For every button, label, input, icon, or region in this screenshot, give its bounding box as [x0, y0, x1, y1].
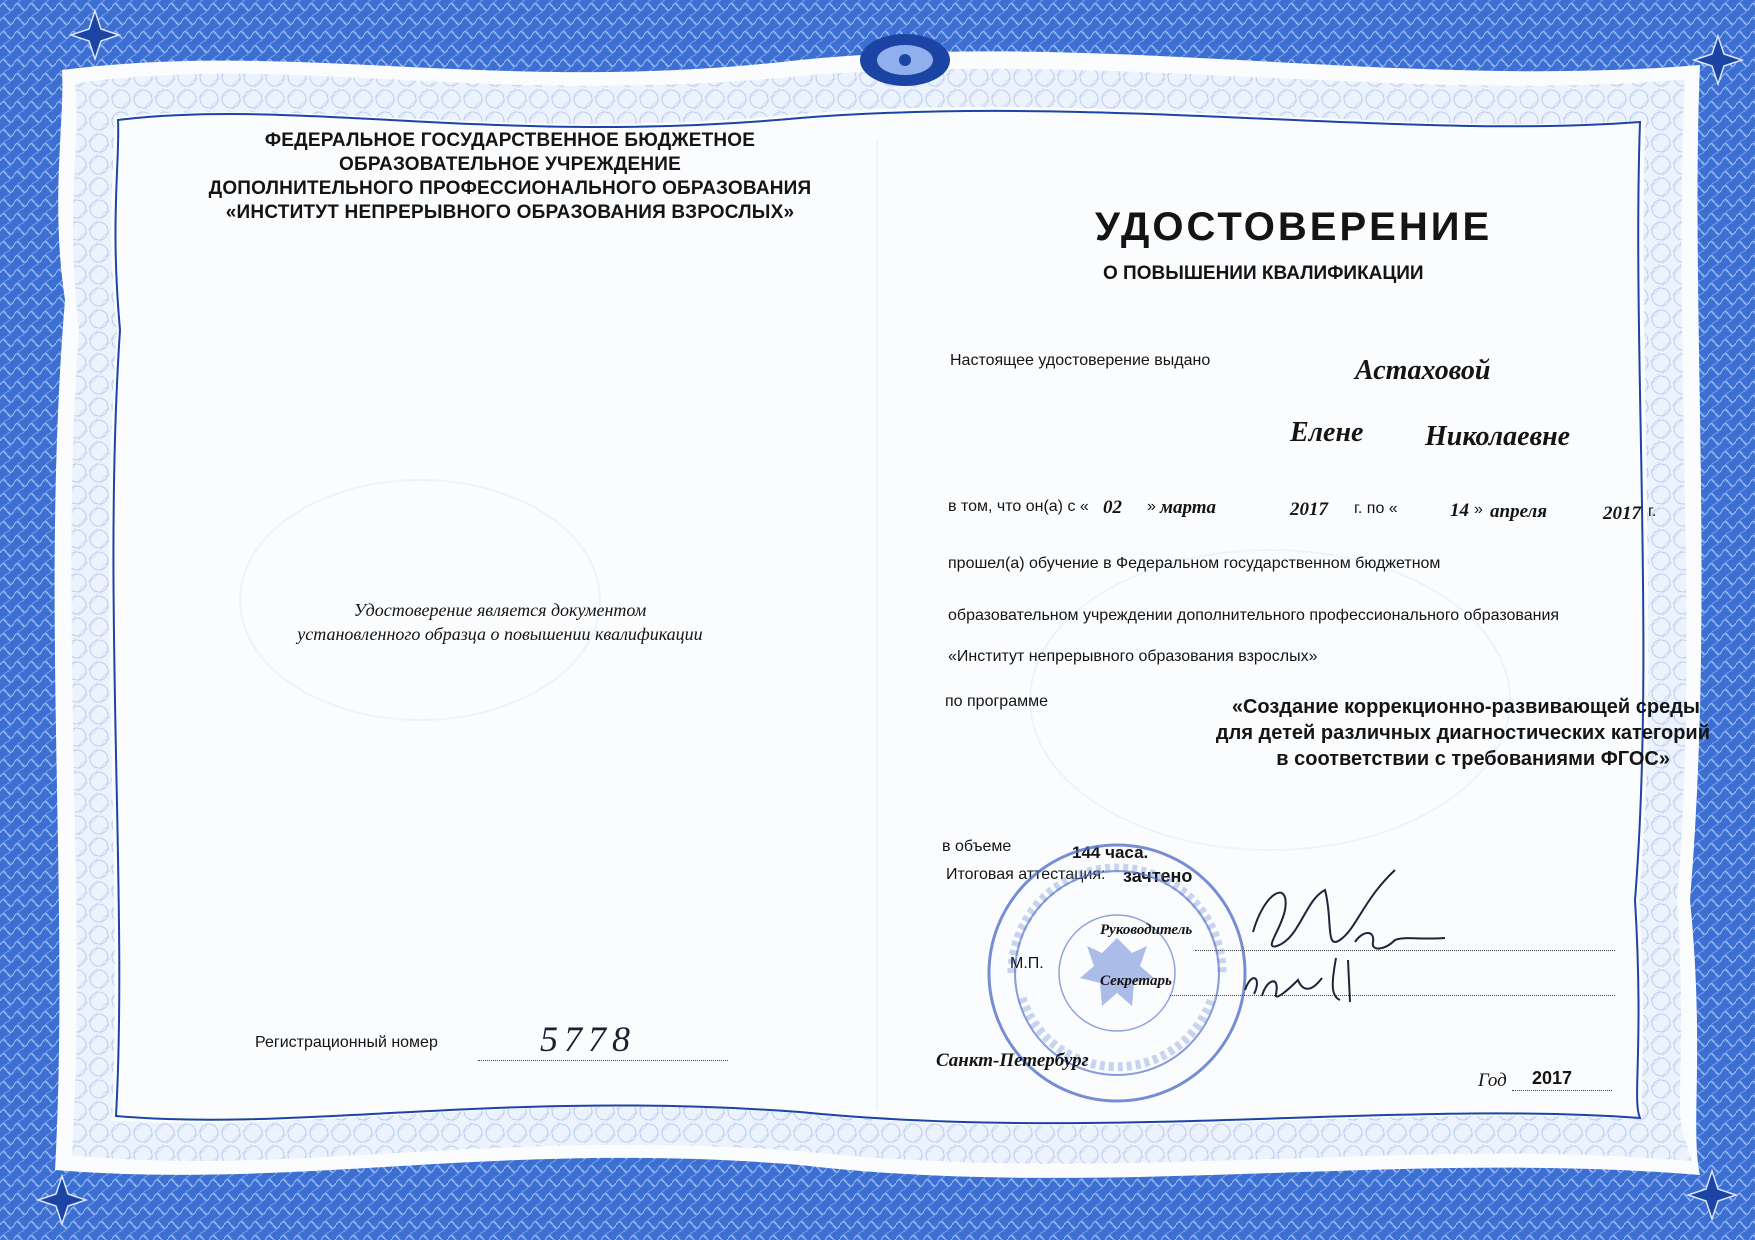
registration-underline	[478, 1060, 728, 1061]
period-prefix: в том, что он(а) с «	[948, 498, 1089, 515]
volume-label: в объеме	[942, 838, 1012, 855]
period-end-month: апреля	[1490, 501, 1548, 522]
period-mid-2: г. по «	[1354, 500, 1398, 517]
recipient-surname: Астаховой	[1355, 355, 1491, 386]
training-line-1: прошел(а) обучение в Федеральном государственном бюджетном	[948, 555, 1441, 572]
period-mid-3: »	[1474, 501, 1483, 518]
program-line-2: для детей различных диагностических категорий	[1215, 722, 1710, 744]
note-line-2: установленного образца о повышении квалификации	[297, 624, 703, 644]
institution-line-4: «ИНСТИТУТ НЕПРЕРЫВНОГО ОБРАЗОВАНИЯ ВЗРОСЛЫХ»	[225, 202, 795, 223]
secretary-signature	[1240, 950, 1370, 1010]
period-suffix: г.	[1648, 503, 1657, 520]
city: Санкт-Петербург	[936, 1050, 1089, 1071]
secretary-label: Секретарь	[1100, 973, 1172, 989]
period-start-month: марта	[1160, 497, 1217, 518]
year-value: 2017	[1532, 1068, 1573, 1088]
year-underline	[1512, 1090, 1612, 1091]
attestation-label: Итоговая аттестация:	[946, 866, 1106, 883]
institution-line-1: ФЕДЕРАЛЬНОЕ ГОСУДАРСТВЕННОЕ БЮДЖЕТНОЕ	[264, 130, 756, 151]
program-line-1: «Создание коррекционно-развивающей среды	[1231, 696, 1700, 718]
program-label: по программе	[945, 693, 1048, 710]
period-end-day: 14	[1450, 500, 1469, 521]
volume-value: 144 часа.	[1072, 843, 1149, 862]
institution-line-3: ДОПОЛНИТЕЛЬНОГО ПРОФЕССИОНАЛЬНОГО ОБРАЗОВАНИЯ	[208, 178, 812, 199]
training-line-2: образовательном учреждении дополнительного профессионального образования	[948, 607, 1560, 624]
issued-label: Настоящее удостоверение выдано	[950, 352, 1211, 369]
year-label: Год	[1478, 1070, 1507, 1091]
program-line-3: в соответствии с требованиями ФГОС»	[1276, 748, 1670, 770]
period-start-year: 2017	[1290, 499, 1328, 520]
training-line-3: «Институт непрерывного образования взрослых»	[948, 648, 1318, 665]
certificate-subtitle: О ПОВЫШЕНИИ КВАЛИФИКАЦИИ	[1103, 263, 1424, 284]
registration-label: Регистрационный номер	[255, 1034, 438, 1051]
period-end-year: 2017	[1603, 503, 1641, 524]
head-label: Руководитель	[1100, 922, 1193, 938]
institution-line-2: ОБРАЗОВАТЕЛЬНОЕ УЧРЕЖДЕНИЕ	[338, 154, 681, 175]
recipient-patronymic: Николаевне	[1425, 421, 1571, 452]
certificate-title: УДОСТОВЕРЕНИЕ	[1095, 205, 1493, 249]
registration-number: 5778	[540, 1019, 636, 1059]
attestation-value: зачтено	[1123, 866, 1193, 886]
seal-label: М.П.	[1010, 955, 1044, 972]
secretary-underline	[1170, 995, 1615, 996]
note-line-1: Удостоверение является документом	[353, 600, 647, 620]
period-start-day: 02	[1103, 497, 1122, 518]
period-mid-1: »	[1147, 498, 1156, 515]
recipient-first-name: Елене	[1290, 417, 1364, 448]
